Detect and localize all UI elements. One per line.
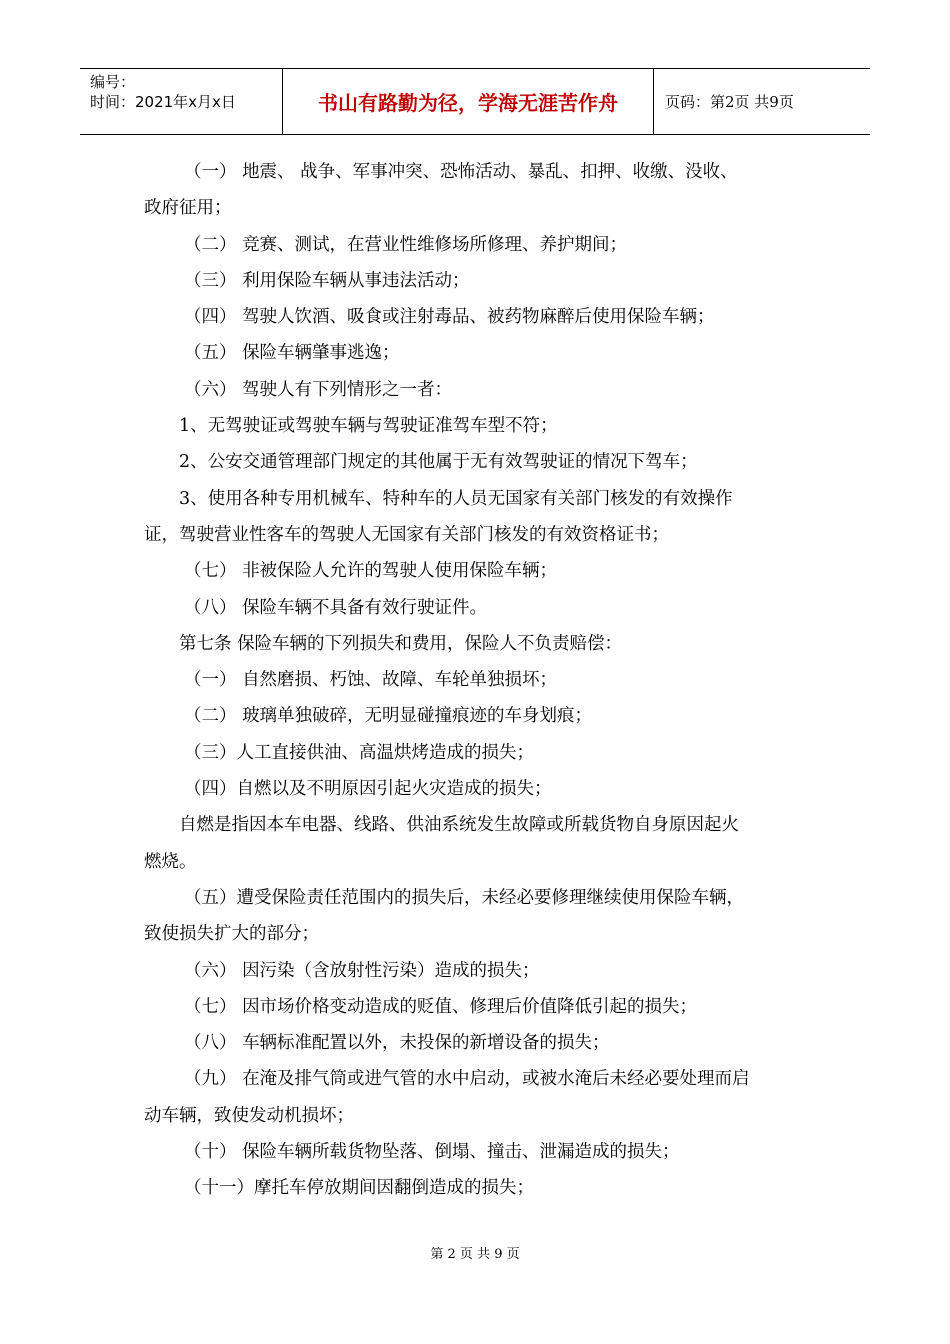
- text-line: 证，驾驶营业性客车的驾驶人无国家有关部门核发的有效资格证书；: [144, 524, 669, 545]
- text-line: （二） 竞赛、测试，在营业性维修场所修理、养护期间；: [184, 234, 628, 255]
- page-footer: 第 2 页 共 9 页: [430, 1247, 520, 1262]
- text-line: （六） 驾驶人有下列情形之一者：: [184, 379, 453, 400]
- text-line: （四）自燃以及不明原因引起火灾造成的损失；: [184, 779, 552, 800]
- text-line: 政府征用；: [144, 198, 232, 219]
- text-line: （七） 非被保险人允许的驾驶人使用保险车辆；: [184, 561, 558, 582]
- text-line: （一） 地震、 战争、军事冲突、恐怖活动、暴乱、扣押、收缴、没收、: [184, 162, 738, 182]
- text-line: （五）遭受保险责任范围内的损失后，未经必要修理继续使用保险车辆，: [184, 887, 744, 908]
- text-line: 动车辆，致使发动机损坏；: [144, 1105, 354, 1126]
- text-line: 燃烧。: [144, 851, 197, 872]
- date-label: 时间：2021年x月x日: [90, 93, 236, 111]
- text-line: 2、公安交通管理部门规定的其他属于无有效驾驶证的情况下驾车；: [179, 452, 698, 473]
- text-line: 3、使用各种专用机械车、特种车的人员无国家有关部门核发的有效操作: [179, 488, 733, 509]
- document-body: [144, 154, 814, 1207]
- page-header: [80, 68, 870, 135]
- number-label: 编号：: [90, 73, 136, 91]
- text-line: （五） 保险车辆肇事逃逸；: [184, 343, 400, 364]
- header-motto: 书山有路勤为径，学海无涯苦作舟: [282, 69, 654, 134]
- text-line: 1、无驾驶证或驾驶车辆与驾驶证准驾车型不符；: [179, 416, 558, 437]
- text-line: （二） 玻璃单独破碎，无明显碰撞痕迹的车身划痕；: [184, 706, 593, 727]
- text-line: 自燃是指因本车电器、线路、供油系统发生故障或所载货物自身原因起火: [179, 815, 739, 836]
- text-line: （三） 利用保险车辆从事违法活动；: [184, 270, 470, 291]
- text-line: （一） 自然磨损、朽蚀、故障、车轮单独损坏；: [184, 670, 558, 691]
- header-meta: [80, 69, 282, 134]
- text-line: （八） 车辆标准配置以外，未投保的新增设备的损失；: [184, 1033, 610, 1054]
- text-line: （十） 保险车辆所载货物坠落、倒塌、撞击、泄漏造成的损失；: [184, 1142, 680, 1163]
- header-page-info: 页码：第2页 共9页: [665, 93, 794, 111]
- text-line: （四） 驾驶人饮酒、吸食或注射毒品、被药物麻醉后使用保险车辆；: [184, 307, 715, 328]
- text-line: （六） 因污染（含放射性污染）造成的损失；: [184, 960, 540, 981]
- text-line: （三）人工直接供油、高温烘烤造成的损失；: [184, 742, 534, 763]
- text-line: 第七条 保险车辆的下列损失和费用，保险人不负责赔偿：: [179, 633, 623, 654]
- text-line: 致使损失扩大的部分；: [144, 924, 319, 945]
- text-line: （十一）摩托车停放期间因翻倒造成的损失；: [184, 1178, 534, 1199]
- text-line: （八） 保险车辆不具备有效行驶证件。: [184, 597, 488, 618]
- text-line: （七） 因市场价格变动造成的贬值、修理后价值降低引起的损失；: [184, 996, 698, 1017]
- text-line: （九） 在淹及排气筒或进气管的水中启动，或被水淹后未经必要处理而启: [184, 1069, 750, 1090]
